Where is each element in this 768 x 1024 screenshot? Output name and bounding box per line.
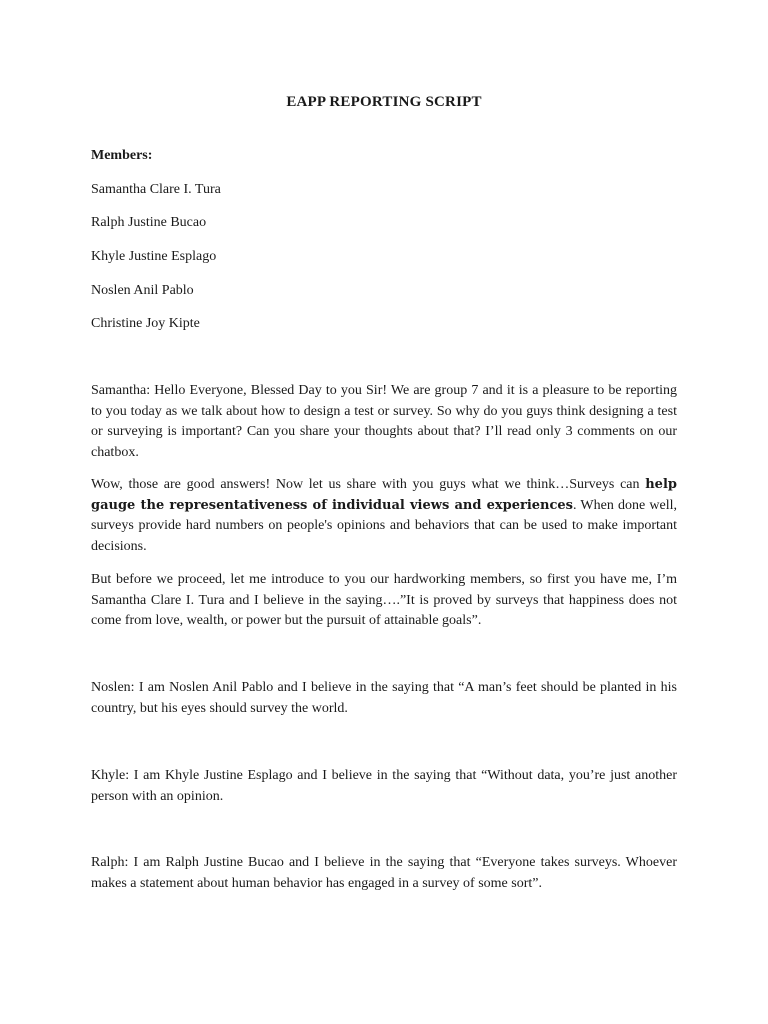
members-heading: Members: [91,148,153,163]
member-name: Christine Joy Kipte [91,316,200,331]
member-name: Khyle Justine Esplago [91,249,217,264]
paragraph-surveys [91,475,677,557]
member-name: Noslen Anil Pablo [91,283,194,298]
member-name: Samantha Clare I. Tura [91,182,221,197]
paragraph-khyle: Khyle: I am Khyle Justine Esplago and I believe in the saying that “Without data, you’re just another person with an opinion. [91,768,677,804]
paragraph-samantha-saying: But before we proceed, let me introduce to you our hardworking members, so first you have me, I’m Samantha Clare I. Tura and I believe in the saying….”It is proved by surveys that happiness does not come from love, wealth, or power but the pursuit of attainable goals”. [91,572,677,628]
member-name: Ralph Justine Bucao [91,215,207,230]
paragraph-surveys-text-end: . When done well, surveys provide hard numbers on people's opinions and behaviors that can be used to make important decisions. [91,497,677,554]
paragraph-surveys-bold: help gauge the representativeness of individual views and experiences [91,477,677,513]
document-title: EAPP REPORTING SCRIPT [286,94,482,110]
paragraph-ralph: Ralph: I am Ralph Justine Bucao and I believe in the saying that “Everyone takes surveys. Whoever makes a statement about human behavior has engaged in a survey of some sort”. [91,855,677,891]
paragraph-noslen: Noslen: I am Noslen Anil Pablo and I believe in the saying that “A man’s feet should be planted in his country, but his eyes should survey the world. [91,680,677,716]
paragraph-surveys-text: Wow, those are good answers! Now let us share with you guys what we think…Surveys can [91,477,646,492]
paragraph-samantha-intro: Samantha: Hello Everyone, Blessed Day to you Sir! We are group 7 and it is a pleasure to be reporting to you today as we talk about how to design a test or survey. So why do you guys think designing a test or surveying is important? Can you share your thoughts about that? I’ll read only 3 comments on our chatbox. [91,383,677,460]
